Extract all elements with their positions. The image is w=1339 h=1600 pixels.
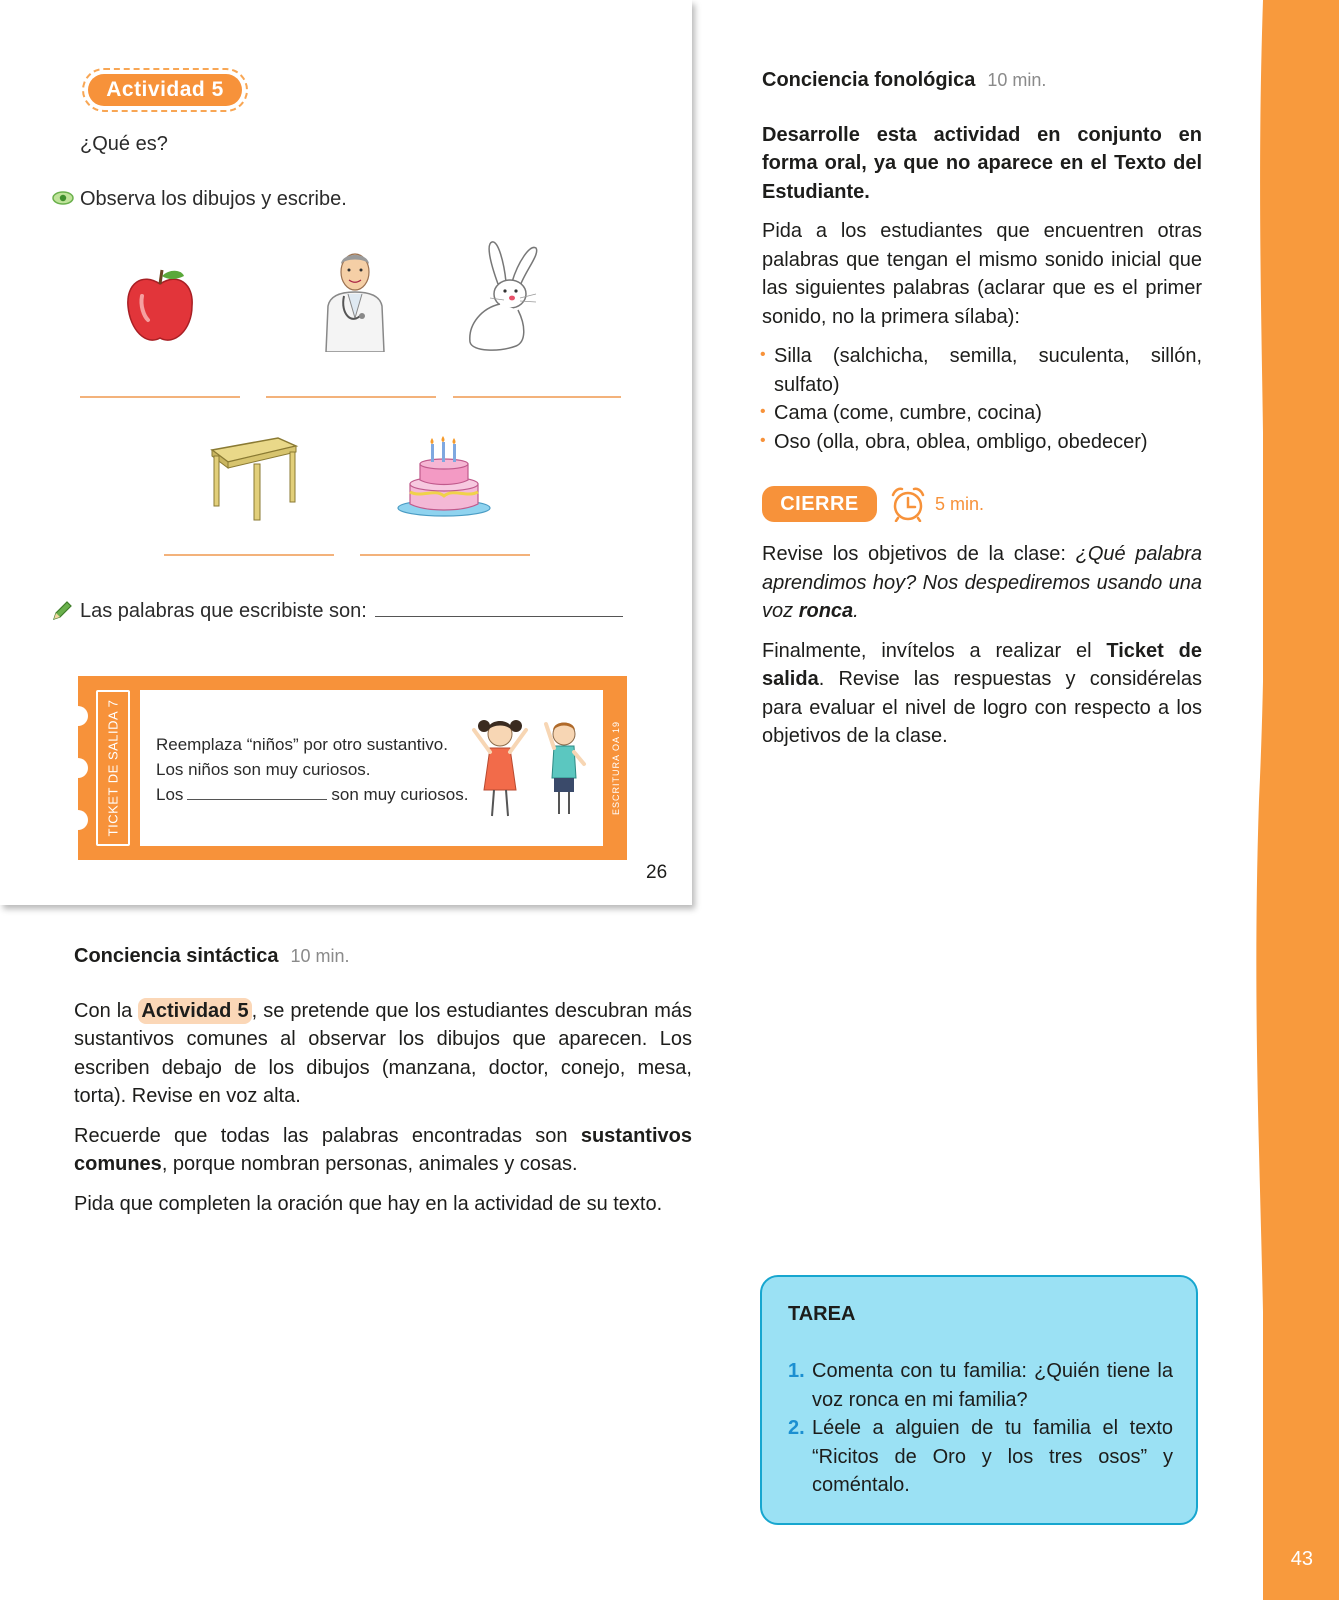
list-item: • Oso (olla, obra, oblea, ombligo, obedecer) <box>762 428 1202 457</box>
sintactica-section <box>74 942 692 1218</box>
words-answer-line[interactable] <box>375 616 623 617</box>
section-time: 10 min. <box>987 70 1047 90</box>
ticket-line-2: Los niños son muy curiosos. <box>156 760 371 779</box>
question-text: ¿Qué es? <box>80 133 168 155</box>
instruction-text: Observa los dibujos y escribe. <box>80 188 347 210</box>
cierre-badge: CIERRE <box>762 486 877 522</box>
doctor-drawing <box>318 244 392 352</box>
children-drawing <box>466 712 606 824</box>
section-title: Conciencia fonológica <box>762 69 976 91</box>
right-column <box>762 66 1202 751</box>
tarea-box <box>760 1275 1198 1525</box>
rabbit-drawing <box>460 238 552 356</box>
tarea-list <box>788 1357 1173 1500</box>
tarea-title: TAREA <box>788 1303 856 1325</box>
sintactica-heading <box>74 942 692 971</box>
list-item: 1. Comenta con tu familia: ¿Quién tiene la voz ronca en mi familia? <box>788 1360 1173 1411</box>
list-item: • Cama (come, cumbre, cocina) <box>762 399 1202 428</box>
sintactica-paragraph-2: Recuerde que todas las palabras encontradas son sustantivos comunes, porque nombran personas, animales y cosas. <box>74 1124 692 1175</box>
words-prompt: Las palabras que escribiste son: <box>80 600 627 623</box>
ticket-answer-line[interactable] <box>187 799 327 800</box>
alarm-clock-icon <box>889 486 927 522</box>
pencil-icon <box>51 600 73 622</box>
cierre-time: 5 min. <box>935 493 985 514</box>
activity-badge <box>82 68 248 112</box>
activity-highlight: Actividad 5 <box>138 998 251 1024</box>
cake-drawing <box>396 436 492 518</box>
write-line-1[interactable] <box>80 396 240 398</box>
list-item: 2. Léele a alguien de tu familia el texto “Ricitos de Oro y los tres osos” y coméntalo. <box>788 1417 1173 1496</box>
write-line-2[interactable] <box>266 396 436 398</box>
fonologica-bold-paragraph: Desarrolle esta actividad en conjunto en forma oral, ya que no aparece en el Texto del Estudiante. <box>762 123 1202 203</box>
student-book-page <box>0 0 692 905</box>
exit-ticket <box>78 676 627 860</box>
sintactica-paragraph-1: Con la Actividad 5 , se pretende que los estudiantes descubran más sustantivos comunes al observar los dibujos que aparecen. Los escriben debajo de los dibujos (manzana, doctor, conejo, mesa, torta). Revise en voz alta. <box>74 999 692 1107</box>
fonologica-paragraph: Pida a los estudiantes que encuentren otras palabras que tengan el mismo sonido inicial que las siguientes palabras (aclarar que es el primer sonido, no la primera sílaba): <box>762 220 1202 328</box>
write-line-5[interactable] <box>360 554 530 556</box>
activity-badge-label: Actividad 5 <box>88 74 242 106</box>
cierre-paragraph-2: Finalmente, invítelos a realizar el Ticket de salida. Revise las respuestas y considérelas para evaluar el nivel de logro con respecto a los objetivos de la clase. <box>762 639 1202 747</box>
sintactica-paragraph-3: Pida que completen la oración que hay en la actividad de su texto. <box>74 1192 663 1215</box>
cierre-heading <box>762 486 1202 522</box>
fonologica-heading <box>762 66 1202 95</box>
ticket-line-3: Los son muy curiosos. <box>156 785 469 804</box>
ticket-side-label: TICKET DE SALIDA 7 <box>96 690 130 846</box>
page-number: 43 <box>1290 1548 1313 1570</box>
ticket-notch <box>68 758 88 778</box>
section-time: 10 min. <box>290 946 350 966</box>
eye-icon <box>52 191 74 205</box>
table-drawing <box>208 434 300 522</box>
section-title: Conciencia sintáctica <box>74 945 279 967</box>
ticket-text <box>156 732 468 807</box>
orange-side-band <box>1263 0 1339 1600</box>
write-line-3[interactable] <box>453 396 621 398</box>
ticket-notch <box>68 810 88 830</box>
ticket-notch <box>68 706 88 726</box>
cierre-paragraph-1: Revise los objetivos de la clase: ¿Qué palabra aprendimos hoy? Nos despediremos usando una voz ronca. <box>762 543 1202 622</box>
list-item: • Silla (salchicha, semilla, suculenta, sillón, sulfato) <box>762 342 1202 399</box>
ticket-line-1: Reemplaza “niños” por otro sustantivo. <box>156 735 448 754</box>
write-line-4[interactable] <box>164 554 334 556</box>
wavy-edge <box>1249 0 1279 1600</box>
apple-drawing <box>122 266 198 348</box>
ticket-code: ESCRITURA OA 19 <box>611 720 621 816</box>
book-page-number: 26 <box>646 862 668 883</box>
fonologica-bullet-list <box>762 342 1202 456</box>
